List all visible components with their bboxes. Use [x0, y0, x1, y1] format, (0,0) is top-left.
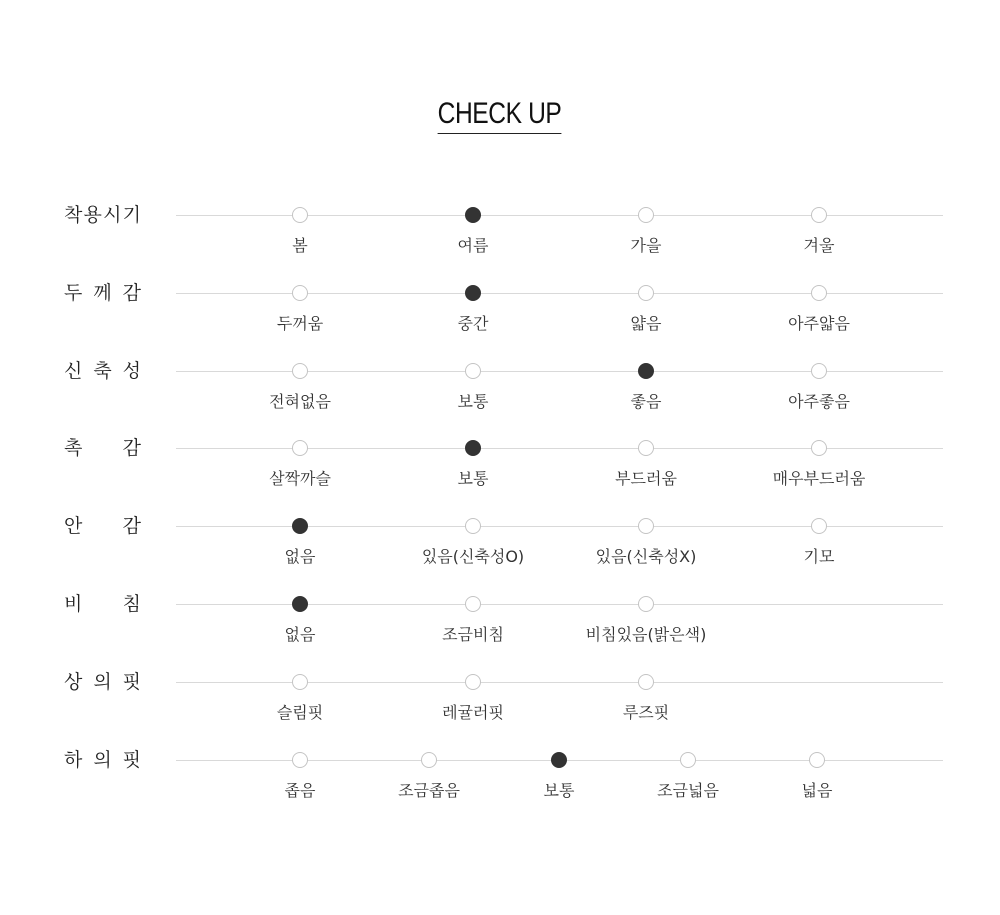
option-dot — [292, 285, 308, 301]
option-label: 비침있음(밝은색) — [585, 625, 707, 644]
option-dot — [465, 363, 481, 379]
option-label: 여름 — [457, 236, 489, 255]
row-label — [64, 203, 141, 227]
row-label-char: 하 — [64, 749, 83, 771]
option-dot — [811, 285, 827, 301]
checkup-row — [0, 515, 1000, 596]
row-label-char: 의 — [93, 671, 112, 693]
row-label-char: 축 — [93, 360, 112, 382]
row-label-char: 핏 — [122, 671, 141, 693]
option-dot — [811, 440, 827, 456]
option-dot — [638, 596, 654, 612]
option-dot — [292, 440, 308, 456]
option-dot-selected — [465, 285, 481, 301]
option-label: 조금비침 — [442, 625, 504, 644]
option-dot — [811, 363, 827, 379]
row-label-char: 감 — [122, 437, 141, 459]
option-label: 없음 — [284, 547, 316, 566]
row-label-char: 상 — [64, 671, 83, 693]
option-dot — [292, 752, 308, 768]
row-label-char: 기 — [122, 204, 141, 226]
option-dot — [680, 752, 696, 768]
option-dot-selected — [292, 518, 308, 534]
option-dot — [292, 207, 308, 223]
option-label: 가을 — [630, 236, 662, 255]
row-label-char: 핏 — [122, 749, 141, 771]
row-label-char: 용 — [83, 204, 102, 226]
option-label: 슬림핏 — [276, 703, 324, 722]
option-dot-selected — [292, 596, 308, 612]
row-label — [64, 359, 141, 383]
option-label: 얇음 — [630, 314, 662, 333]
option-label: 있음(신축성O) — [421, 547, 525, 566]
option-dot — [465, 674, 481, 690]
option-label: 겨울 — [803, 236, 835, 255]
option-label: 두꺼움 — [276, 314, 324, 333]
row-label-char: 성 — [122, 360, 141, 382]
option-dot-selected — [638, 363, 654, 379]
checkup-row — [0, 593, 1000, 674]
row-label-char: 촉 — [64, 437, 83, 459]
page-title-text: CHECK UP — [438, 96, 562, 134]
option-dot — [465, 518, 481, 534]
option-dot — [638, 440, 654, 456]
row-label-char: 비 — [64, 593, 83, 615]
row-label — [64, 670, 141, 694]
option-dot — [465, 596, 481, 612]
row-label-char: 감 — [122, 282, 141, 304]
row-label-char: 감 — [122, 515, 141, 537]
row-label-char: 께 — [93, 282, 112, 304]
option-label: 매우부드러움 — [772, 469, 866, 488]
option-label: 넓음 — [801, 781, 833, 800]
option-label: 좁음 — [284, 781, 316, 800]
option-dot — [811, 518, 827, 534]
option-label: 있음(신축성X) — [595, 547, 697, 566]
option-dot — [811, 207, 827, 223]
option-label: 보통 — [457, 392, 489, 411]
option-dot — [638, 518, 654, 534]
row-label-char: 착 — [64, 204, 83, 226]
checkup-row — [0, 360, 1000, 441]
option-label: 아주얇음 — [788, 314, 850, 333]
option-dot — [638, 207, 654, 223]
option-label: 없음 — [284, 625, 316, 644]
checkup-row — [0, 671, 1000, 752]
option-dot-selected — [465, 207, 481, 223]
option-label: 살짝까슬 — [269, 469, 331, 488]
option-label: 보통 — [543, 781, 575, 800]
row-label — [64, 281, 141, 305]
option-label: 조금좁음 — [398, 781, 460, 800]
row-label-char: 안 — [64, 515, 83, 537]
option-label: 아주좋음 — [788, 392, 850, 411]
row-label — [64, 514, 141, 538]
option-dot — [638, 674, 654, 690]
checkup-row — [0, 749, 1000, 830]
row-label-char: 의 — [93, 749, 112, 771]
option-dot-selected — [465, 440, 481, 456]
row-label-char: 신 — [64, 360, 83, 382]
option-dot — [809, 752, 825, 768]
option-label: 봄 — [292, 236, 308, 255]
option-label: 좋음 — [630, 392, 662, 411]
row-label — [64, 436, 141, 460]
row-label-char: 두 — [64, 282, 83, 304]
checkup-row — [0, 437, 1000, 518]
checkup-row — [0, 282, 1000, 363]
option-label: 보통 — [457, 469, 489, 488]
option-dot — [292, 674, 308, 690]
page-title — [0, 96, 1000, 134]
option-dot — [638, 285, 654, 301]
checkup-row — [0, 204, 1000, 285]
row-label-char: 시 — [103, 204, 122, 226]
option-dot — [292, 363, 308, 379]
option-label: 루즈핏 — [622, 703, 670, 722]
option-dot — [421, 752, 437, 768]
option-label: 기모 — [803, 547, 835, 566]
option-label: 중간 — [457, 314, 489, 333]
option-label: 조금넓음 — [657, 781, 719, 800]
row-label-char: 침 — [122, 593, 141, 615]
row-label — [64, 748, 141, 772]
option-label: 부드러움 — [615, 469, 677, 488]
row-label — [64, 592, 141, 616]
option-dot-selected — [551, 752, 567, 768]
option-label: 레귤러핏 — [442, 703, 504, 722]
option-label: 전혀없음 — [269, 392, 331, 411]
